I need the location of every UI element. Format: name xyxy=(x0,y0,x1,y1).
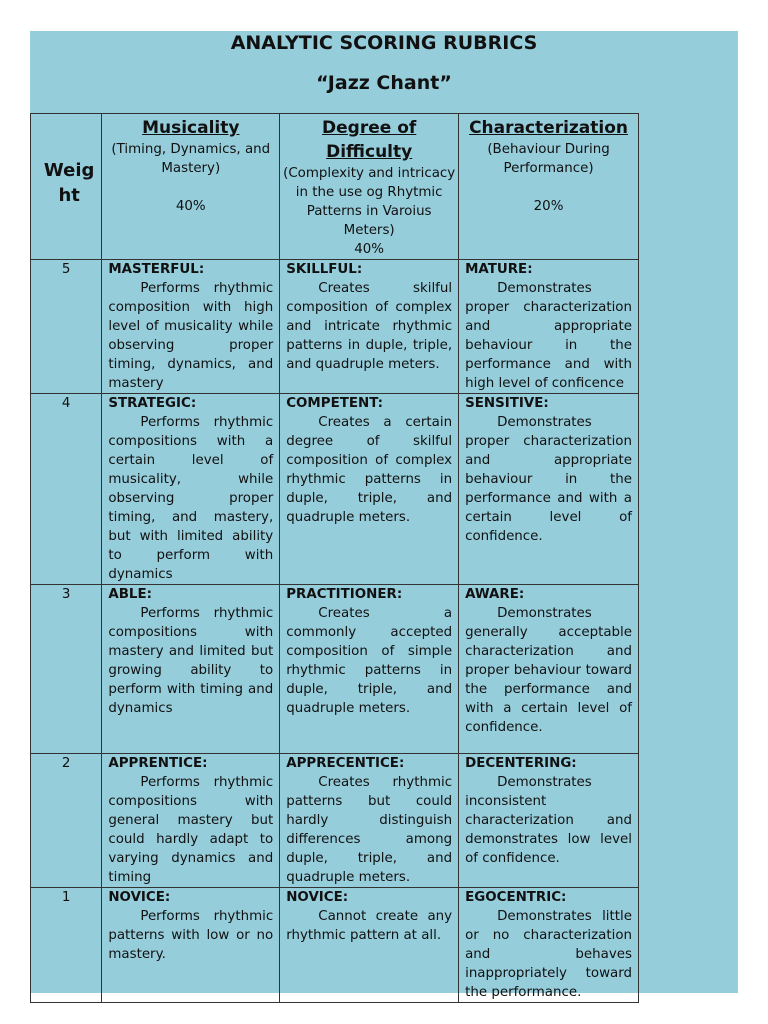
level-label: COMPETENT: xyxy=(286,396,383,411)
level-description: Creates a commonly accepted composition of simple rhythmic patterns in duple, triple, and quadruple meters. xyxy=(286,606,453,716)
level-description: Performs rhythmic compositions with mastery and limited but growing ability to perform with timing and dynamics xyxy=(108,606,274,716)
page-subtitle: “Jazz Chant” xyxy=(316,72,452,94)
rubric-cell xyxy=(280,260,459,394)
column-description: (Timing, Dynamics, and Mastery) xyxy=(111,142,271,176)
level-label: SKILLFUL: xyxy=(286,262,363,277)
rubric-table xyxy=(30,113,639,1003)
level-label: DECENTERING: xyxy=(465,756,577,771)
rubric-cell xyxy=(102,754,280,888)
column-header-characterization xyxy=(459,114,639,260)
rubric-cell xyxy=(280,754,459,888)
level-label: MASTERFUL: xyxy=(108,262,205,277)
level-label: NOVICE: xyxy=(108,890,171,905)
level-description: Demonstrates generally acceptable characterization and proper behaviour toward the performance and with a certain level of confidence. xyxy=(465,606,632,735)
level-description: Demonstrates proper characterization and appropriate behaviour in the performance and with a certain level of confidence. xyxy=(465,415,632,544)
rubric-sheet xyxy=(30,31,738,1000)
rubric-cell xyxy=(102,585,280,754)
column-percent: 20% xyxy=(533,199,564,214)
level-description: Creates skilful composition of complex and intricate rhythmic patterns in duple, triple, and quadruple meters. xyxy=(286,281,453,372)
column-header-musicality xyxy=(102,114,280,260)
rubric-cell xyxy=(459,394,639,585)
rubric-cell xyxy=(280,394,459,585)
level-description: Performs rhythmic compositions with general mastery but could hardly adapt to varying dynamics and timing xyxy=(108,775,274,885)
weight-value: 5 xyxy=(31,260,102,394)
rubric-cell xyxy=(459,754,639,888)
level-description: Creates a certain degree of skilful composition of complex rhythmic patterns in duple, triple, and quadruple meters. xyxy=(286,415,453,525)
rubric-cell xyxy=(280,888,459,1003)
column-title: Musicality xyxy=(142,118,240,138)
column-title: Characterization xyxy=(469,118,629,138)
weight-value: 3 xyxy=(31,585,102,754)
header-row xyxy=(31,114,639,260)
level-label: STRATEGIC: xyxy=(108,396,197,411)
rubric-cell xyxy=(102,888,280,1003)
level-label: APPRECENTICE: xyxy=(286,756,405,771)
column-description: (Complexity and intricacy in the use og Rhytmic Patterns in Varoius Meters) xyxy=(283,166,456,238)
column-title: Degree of Difficulty xyxy=(322,118,417,162)
table-row xyxy=(31,888,639,1003)
level-description: Performs rhythmic patterns with low or no mastery. xyxy=(108,909,274,962)
weight-value: 1 xyxy=(31,888,102,1003)
weight-value: 4 xyxy=(31,394,102,585)
weight-value: 2 xyxy=(31,754,102,888)
table-row xyxy=(31,260,639,394)
column-percent: 40% xyxy=(354,242,385,257)
level-description: Demonstrates inconsistent characterization and demonstrates low level of confidence. xyxy=(465,775,632,866)
level-description: Creates rhythmic patterns but could hardly distinguish differences among duple, triple, and quadruple meters. xyxy=(286,775,453,885)
level-label: ABLE: xyxy=(108,587,152,602)
table-row xyxy=(31,754,639,888)
table-row xyxy=(31,394,639,585)
level-description: Demonstrates little or no characterization and behaves inappropriately toward the performance. xyxy=(465,909,632,1000)
level-label: NOVICE: xyxy=(286,890,349,905)
rubric-cell xyxy=(459,888,639,1003)
level-description: Performs rhythmic compositions with a certain level of musicality, while observing proper timing, and mastery, but with limited ability to perform with dynamics xyxy=(108,415,274,582)
level-label: SENSITIVE: xyxy=(465,396,549,411)
level-description: Demonstrates proper characterization and appropriate behaviour in the performance and with high level of conficence xyxy=(465,281,632,391)
level-label: APPRENTICE: xyxy=(108,756,208,771)
weight-header: Weig ht xyxy=(31,114,102,260)
column-description: (Behaviour During Performance) xyxy=(487,142,610,176)
table-row xyxy=(31,585,639,754)
level-label: EGOCENTRIC: xyxy=(465,890,567,905)
rubric-cell xyxy=(459,585,639,754)
level-description: Cannot create any rhythmic pattern at all. xyxy=(286,909,453,943)
rubric-cell xyxy=(102,394,280,585)
rubric-cell xyxy=(280,585,459,754)
page-title: ANALYTIC SCORING RUBRICS xyxy=(230,32,538,54)
rubric-cell xyxy=(459,260,639,394)
rubric-cell xyxy=(102,260,280,394)
level-label: PRACTITIONER: xyxy=(286,587,403,602)
level-description: Performs rhythmic composition with high level of musicality while observing proper timing, dynamics, and mastery xyxy=(108,281,274,391)
level-label: AWARE: xyxy=(465,587,525,602)
level-label: MATURE: xyxy=(465,262,533,277)
column-header-difficulty xyxy=(280,114,459,260)
column-percent: 40% xyxy=(175,199,206,214)
